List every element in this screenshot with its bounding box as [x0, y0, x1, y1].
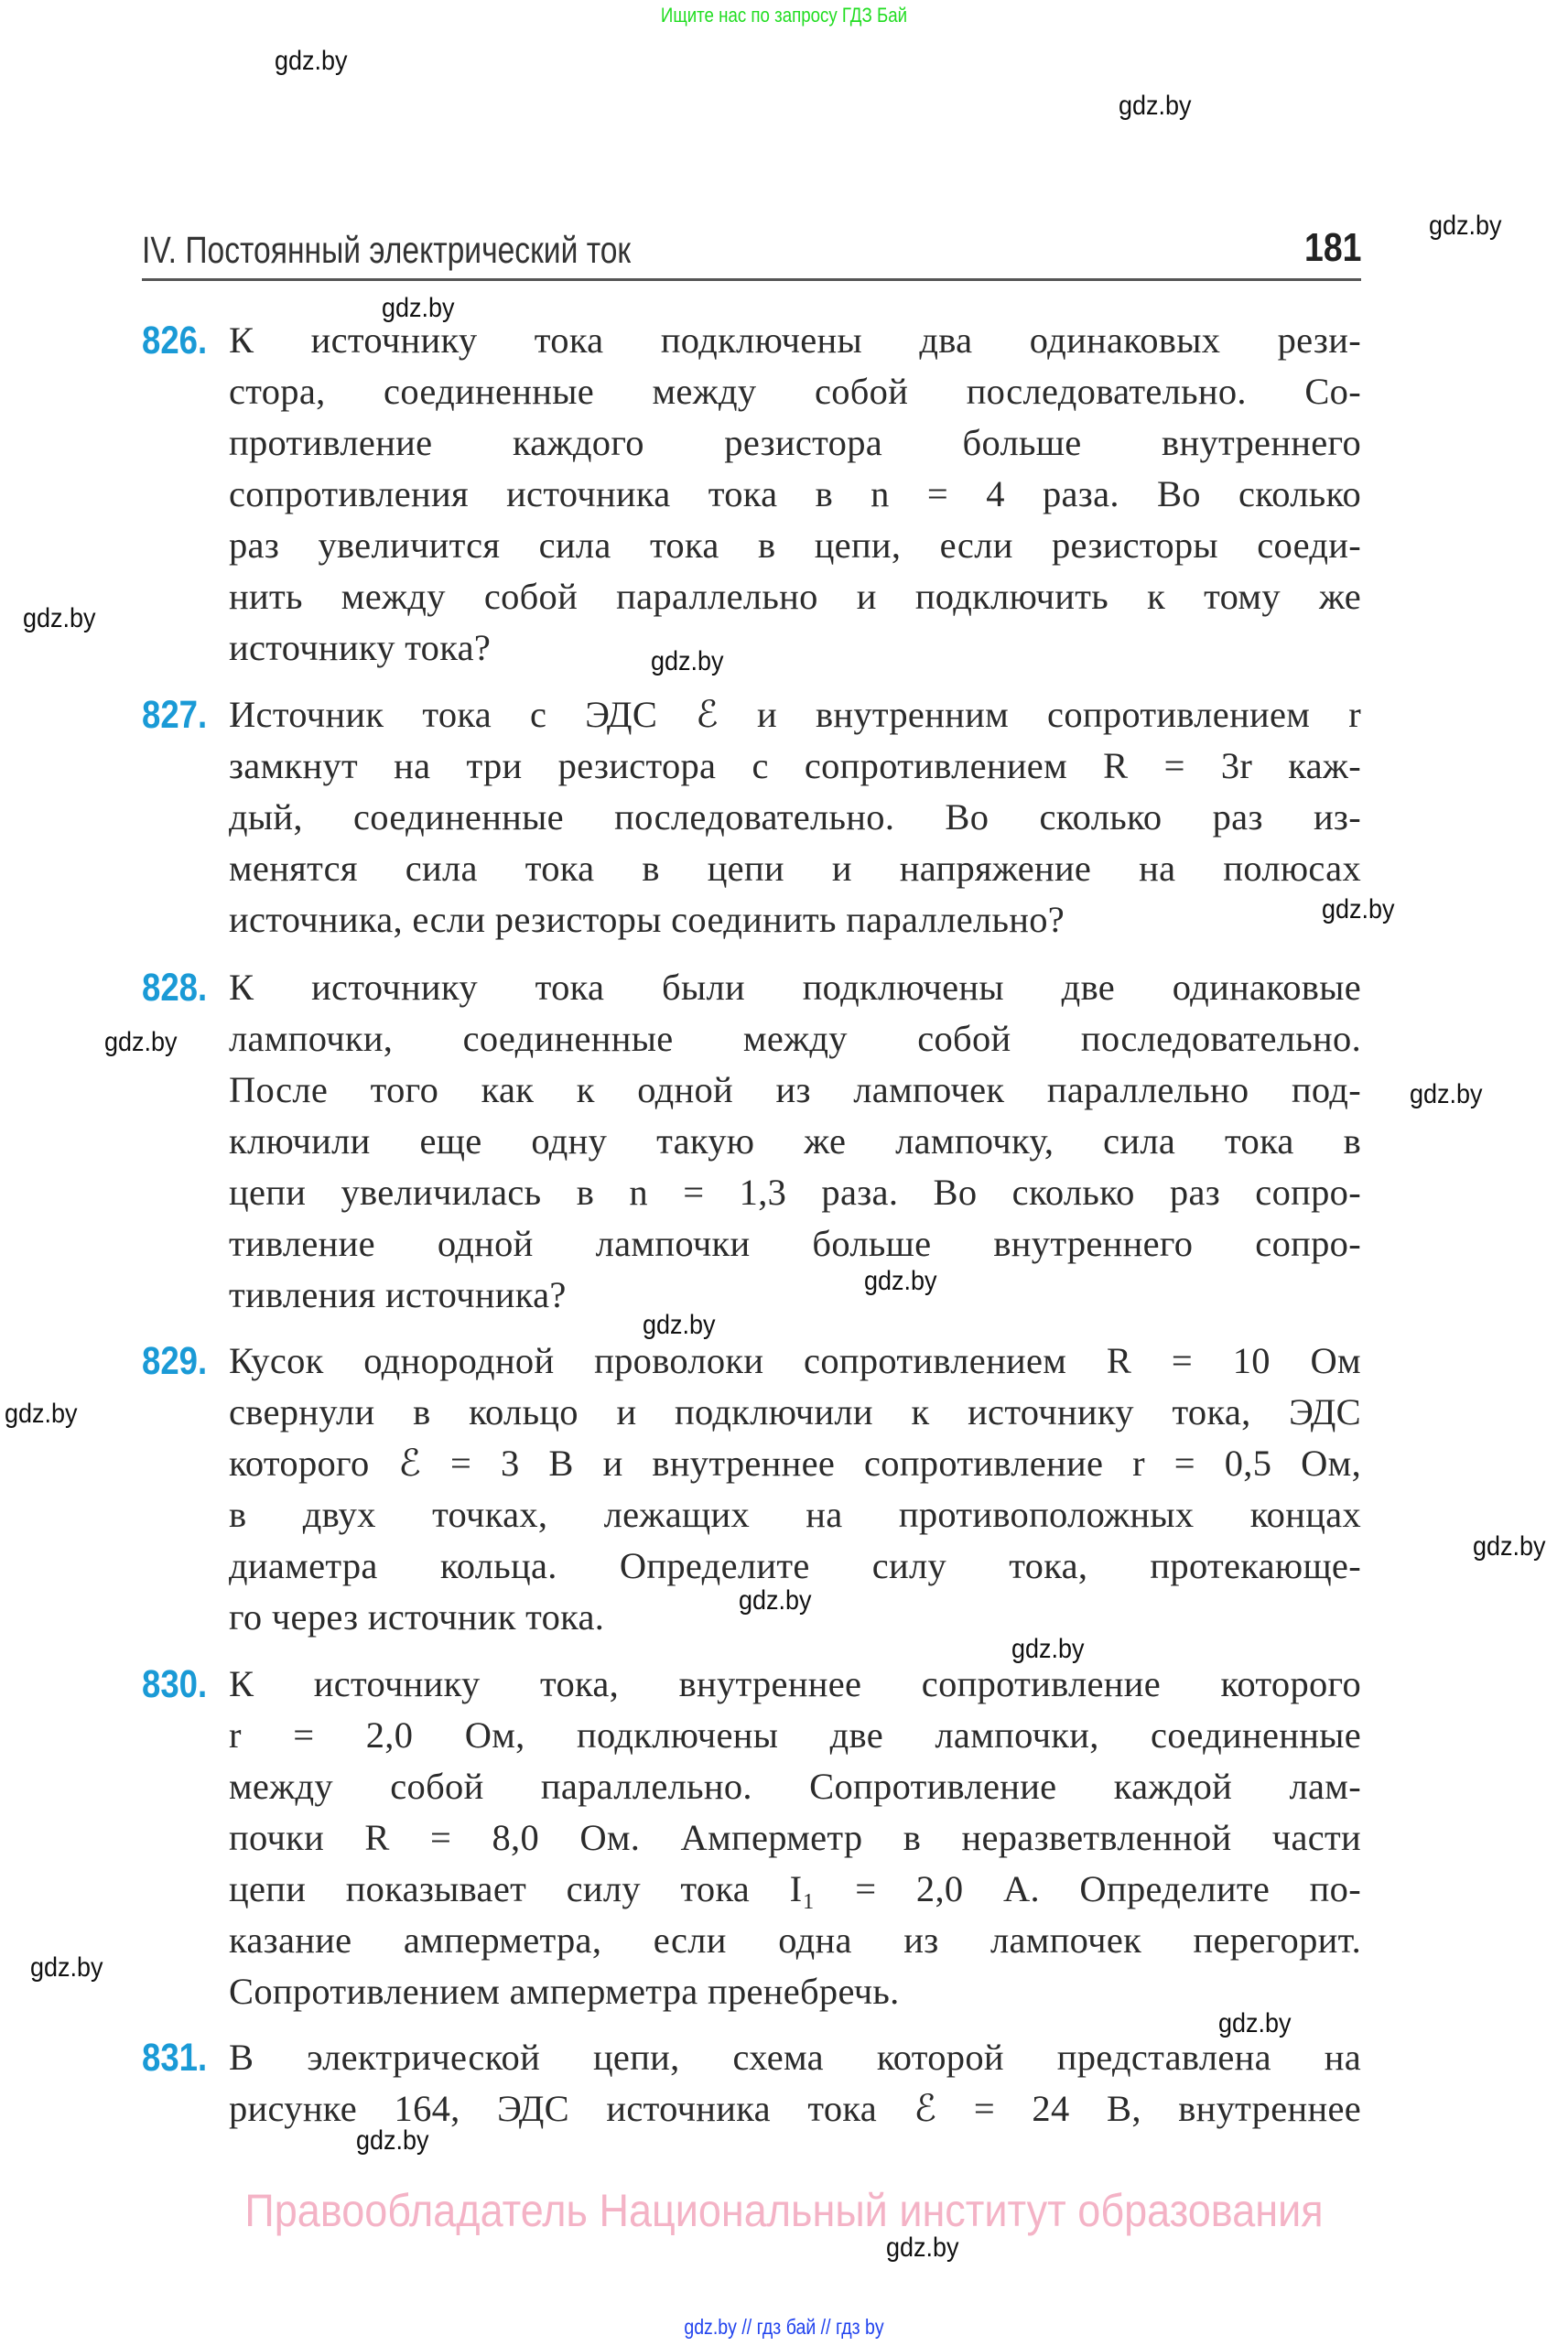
problem-text-line: Сопротивлением амперметра пренебречь.	[229, 1971, 900, 2012]
problem-text-line: замкнут на три резистора с сопротивлением R = 3r каж-	[229, 745, 1361, 786]
problem-826	[142, 315, 1361, 674]
problem-831	[142, 2032, 1361, 2135]
problem-text-line: сопротивления источника тока в n = 4 раза. Во сколько	[229, 473, 1361, 514]
problem-text-line: цепи показывает силу тока I₁ = 2,0 А. Определите по-	[229, 1868, 1361, 1909]
problem-text-line: К источнику тока, внутреннее сопротивление которого	[229, 1663, 1361, 1704]
problem-text-line: К источнику тока подключены два одинаковых рези-	[229, 319, 1361, 361]
problem-text-line: Источник тока с ЭДС ℰ и внутренним сопротивлением r	[229, 694, 1361, 735]
watermark: gdz.by	[30, 1952, 103, 1983]
watermark: gdz.by	[1322, 894, 1395, 924]
problem-text-line: тивления источника?	[229, 1274, 567, 1315]
problem-text-line: Кусок однородной проволоки сопротивлением R = 10 Ом	[229, 1340, 1361, 1381]
problem-text-line: противление каждого резистора больше внутреннего	[229, 422, 1361, 463]
problem-text-line: казание амперметра, если одна из лампочек перегорит.	[229, 1919, 1361, 1961]
watermark: gdz.by	[886, 2232, 959, 2263]
watermark: gdz.by	[864, 1266, 937, 1296]
problem-number: 831.	[142, 2036, 208, 2080]
problem-text-line: рисунке 164, ЭДС источника тока ℰ = 24 В, внутреннее	[229, 2088, 1361, 2129]
problem-827	[142, 689, 1361, 946]
problem-830	[142, 1659, 1361, 2017]
problem-text-line: между собой параллельно. Сопротивление каждой лам-	[229, 1766, 1361, 1807]
problem-text-line: источнику тока?	[229, 627, 492, 668]
problem-text-line: менятся сила тока в цепи и напряжение на полюсах	[229, 848, 1361, 889]
header-rule	[142, 278, 1361, 281]
chapter-title: IV. Постоянный электрический ток	[142, 229, 632, 271]
watermark: gdz.by	[5, 1399, 78, 1429]
problem-text-line: После того как к одной из лампочек параллельно под-	[229, 1069, 1361, 1110]
watermark: gdz.by	[1429, 211, 1502, 241]
watermark: gdz.by	[104, 1027, 178, 1057]
watermark: gdz.by	[382, 293, 455, 323]
watermark: gdz.by	[23, 603, 96, 633]
problem-828	[142, 962, 1361, 1321]
watermark: gdz.by	[1218, 2008, 1292, 2038]
problem-number: 828.	[142, 966, 208, 1010]
copyright-notice: Правообладатель Национальный институт образования	[244, 2185, 1324, 2236]
watermark: gdz.by	[356, 2125, 429, 2156]
problem-text-line: го через источник тока.	[229, 1596, 605, 1638]
watermark: gdz.by	[651, 646, 724, 676]
watermark: gdz.by	[1119, 91, 1192, 121]
problem-text-line: нить между собой параллельно и подключить к тому же	[229, 576, 1361, 617]
problem-text-line: диаметра кольца. Определите силу тока, протекающе-	[229, 1545, 1361, 1586]
problem-text-line: которого ℰ = 3 В и внутреннее сопротивление r = 0,5 Ом,	[229, 1443, 1361, 1484]
watermark: gdz.by	[643, 1310, 716, 1340]
search-hint-banner: Ищите нас по запросу ГДЗ Бай	[660, 4, 908, 27]
problem-number: 830.	[142, 1662, 208, 1706]
problem-text-line: источника, если резисторы соединить параллельно?	[229, 899, 1065, 940]
problem-text-line: К источнику тока были подключены две одинаковые	[229, 967, 1361, 1008]
problem-text-line: тивление одной лампочки больше внутреннего сопро-	[229, 1223, 1361, 1264]
watermark: gdz.by	[1410, 1079, 1483, 1109]
page-number: 181	[1303, 225, 1361, 270]
watermark: gdz.by	[275, 46, 348, 76]
problem-number: 829.	[142, 1339, 208, 1383]
watermark: gdz.by	[1473, 1531, 1546, 1562]
problem-number: 827.	[142, 693, 208, 737]
footer-links[interactable]: gdz.by // гдз бай // гдз by	[684, 2315, 884, 2339]
problem-text-line: ключили еще одну такую же лампочку, сила тока в	[229, 1120, 1361, 1162]
problem-text-line: цепи увеличилась в n = 1,3 раза. Во сколько раз сопро-	[229, 1172, 1361, 1213]
problem-text-line: в двух точках, лежащих на противоположных концах	[229, 1494, 1361, 1535]
problem-text-line: дый, соединенные последовательно. Во сколько раз из-	[229, 796, 1361, 838]
problem-text-line: В электрической цепи, схема которой представлена на	[229, 2037, 1361, 2078]
problem-text-line: r = 2,0 Ом, подключены две лампочки, соединенные	[229, 1714, 1361, 1756]
problem-number: 826.	[142, 319, 208, 362]
problem-text-line: стора, соединенные между собой последовательно. Со-	[229, 371, 1361, 412]
problem-text-line: свернули в кольцо и подключили к источнику тока, ЭДС	[229, 1391, 1361, 1432]
problem-text-line: лампочки, соединенные между собой последовательно.	[229, 1018, 1361, 1059]
watermark: gdz.by	[1011, 1634, 1085, 1664]
problem-text-line: почки R = 8,0 Ом. Амперметр в неразветвленной части	[229, 1817, 1361, 1858]
watermark: gdz.by	[739, 1585, 812, 1616]
problem-text-line: раз увеличится сила тока в цепи, если резисторы соеди-	[229, 524, 1361, 566]
